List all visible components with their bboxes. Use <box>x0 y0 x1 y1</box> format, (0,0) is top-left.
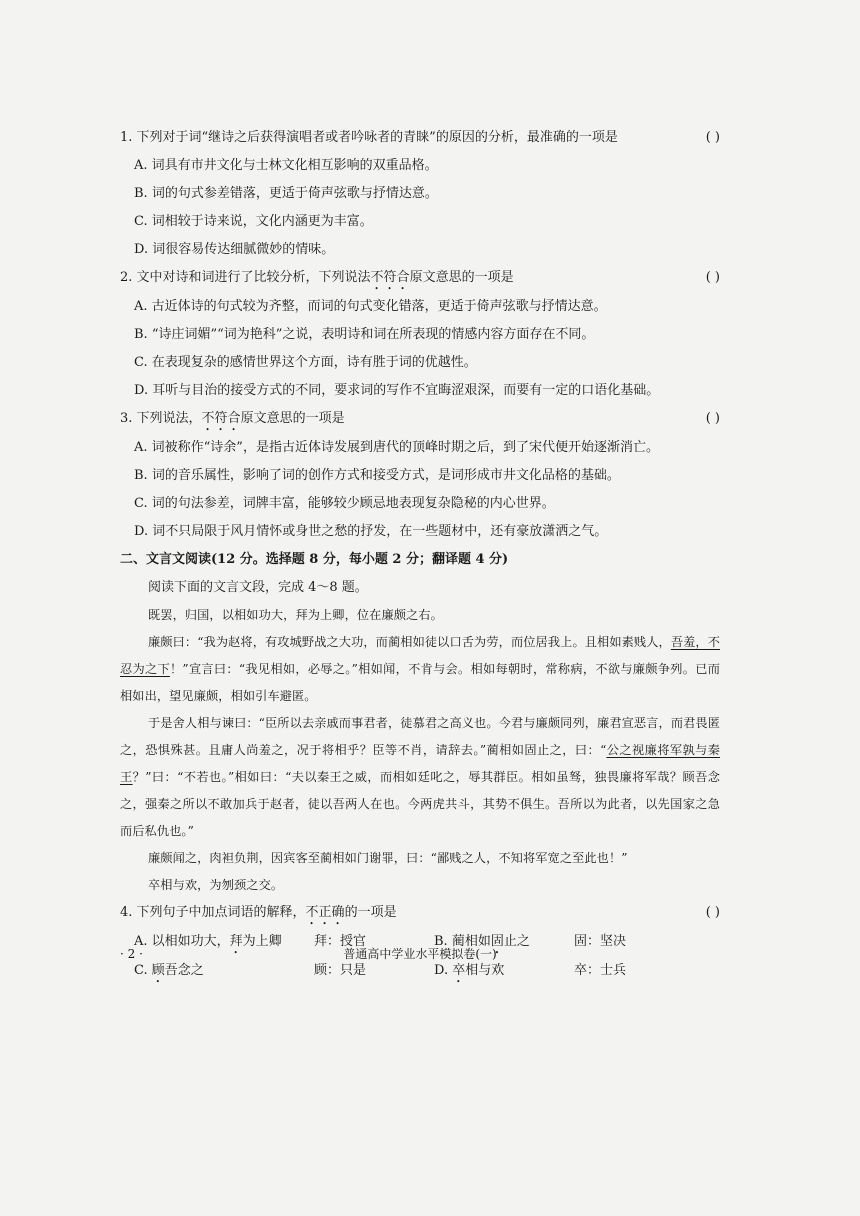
question-1 <box>120 124 720 264</box>
passage-text: 于是舍人相与谏曰：“臣所以去亲戚而事君者，徒慕君之高义也。今君与廉颇同列，廉君宣恶言，而君畏匿之，恐惧殊甚。且庸人尚羞之，况于将相乎？臣等不肖，请辞去。”蔺相如固止之，曰：“ <box>120 716 720 757</box>
option-a-gloss: 拜：授官 <box>314 934 367 949</box>
emphasis-dots: 拜 <box>229 934 243 949</box>
emphasis-dots: 不符合 <box>201 411 241 426</box>
question-3 <box>120 405 720 546</box>
option-c: C. 在表现复杂的感情世界这个方面，诗有胜于词的优越性。 <box>134 355 477 370</box>
section-prompt: 阅读下面的文言文段，完成 4～8 题。 <box>148 580 368 595</box>
question-4-stem-end: 的一项是 <box>344 905 397 920</box>
option-text: C. <box>134 963 152 978</box>
option-b: B. 词的句式参差错落，更适于倚声弦歌与抒情达意。 <box>134 186 438 201</box>
passage-paragraph: 廉颇闻之，肉袒负荆，因宾客至蔺相如门谢罪，曰：“鄙贱之人，不知将军宽之至此也！” <box>148 851 628 865</box>
option-b: B. “诗庄词媚”“词为艳科”之说，表明诗和词在所表现的情感内容方面存在不同。 <box>134 327 595 342</box>
emphasis-dots: 固 <box>490 934 504 949</box>
option-text: 止之 <box>503 934 530 949</box>
option-text: B. 蔺相如 <box>434 934 491 949</box>
answer-bracket: ( ) <box>705 270 720 285</box>
question-2 <box>120 264 720 405</box>
option-d: D. 耳听与目治的接受方式的不同，要求词的写作不宜晦涩艰深，而要有一定的口语化基础。 <box>134 383 660 398</box>
answer-bracket: ( ) <box>705 130 720 145</box>
answer-bracket: ( ) <box>705 905 720 920</box>
page-content <box>120 124 720 986</box>
option-d: D. 词不只局限于风月情怀或身世之愁的抒发，在一些题材中，还有豪放潇洒之气。 <box>134 524 608 539</box>
passage-paragraph: 卒相与欢，为刎颈之交。 <box>148 878 284 892</box>
footer-title: 普通高中学业水平模拟卷(一) <box>343 947 497 961</box>
underlined-sentence: 吾羞，不忍为之下 <box>120 635 721 676</box>
passage-paragraph <box>120 710 720 845</box>
option-text: 相与欢 <box>465 963 505 978</box>
option-text: A. 以相如功大， <box>134 934 230 949</box>
option-c-gloss: 顾：只是 <box>314 963 367 978</box>
question-2-stem-end: 原文意思的一项是 <box>409 270 514 285</box>
emphasis-dots: 不正确 <box>305 905 345 920</box>
option-text: 为上卿 <box>242 934 282 949</box>
option-text: 吾念之 <box>164 963 204 978</box>
option-d: D. 词很容易传达细腻微妙的情味。 <box>134 242 335 257</box>
page-number: · 2 · <box>120 947 143 961</box>
option-c: C. 词相较于诗来说，文化内涵更为丰富。 <box>134 214 373 229</box>
question-2-stem: 2. 文中对诗和词进行了比较分析，下列说法 <box>120 270 371 285</box>
option-a: A. 词具有市井文化与士林文化相互影响的双重品格。 <box>134 158 438 173</box>
option-b: B. 词的音乐属性，影响了词的创作方式和接受方式，是词形成市井文化品格的基础。 <box>134 468 620 483</box>
passage-paragraph: 既罢，归国，以相如功大，拜为上卿，位在廉颇之右。 <box>148 608 443 622</box>
option-b-gloss: 固：坚决 <box>574 934 627 949</box>
question-4-stem: 4. 下列句子中加点词语的解释， <box>120 905 306 920</box>
section-title: 二、文言文阅读(12 分。选择题 8 分，每小题 2 分；翻译题 4 分) <box>120 552 509 567</box>
option-a: A. 古近体诗的句式较为齐整，而词的句式变化错落，更适于倚声弦歌与抒情达意。 <box>134 299 607 314</box>
answer-bracket: ( ) <box>705 411 720 426</box>
passage-text: ！”宣言曰：“我见相如，必辱之。”相如闻，不肯与会。相如每朝时，常称病，不欲与廉颇争列。已而相如出，望见廉颇，相如引车避匿。 <box>120 662 720 703</box>
option-a: A. 词被称作“诗余”，是指古近体诗发展到唐代的顶峰时期之后，到了宋代便开始逐渐消亡。 <box>134 440 659 455</box>
emphasis-dots: 顾 <box>151 963 165 978</box>
classical-passage <box>120 602 720 899</box>
question-3-stem-end: 原文意思的一项是 <box>240 411 345 426</box>
passage-text: 廉颇曰：“我为赵将，有攻城野战之大功，而蔺相如徒以口舌为劳，而位居我上。且相如素贱人， <box>148 635 671 649</box>
emphasis-dots: 卒 <box>452 963 466 978</box>
emphasis-dots: 不符合 <box>370 270 410 285</box>
option-d-gloss: 卒：士兵 <box>574 963 627 978</box>
passage-paragraph <box>120 629 720 710</box>
question-1-stem: 1. 下列对于词“继诗之后获得演唱者或者吟咏者的青睐”的原因的分析，最准确的一项是 <box>120 130 618 145</box>
option-text: D. <box>434 963 453 978</box>
underlined-sentence: 公之视廉将军孰与秦王 <box>120 743 720 784</box>
passage-text: ？”曰：“不若也。”相如曰：“夫以秦王之威，而相如廷叱之，辱其群臣。相如虽驽，独畏廉将军哉？顾吾念之，强秦之所以不敢加兵于赵者，徒以吾两人在也。今两虎共斗，其势不俱生。吾所以为此者，以先国家之急而后私仇也。” <box>120 770 720 838</box>
option-c: C. 词的句法参差，词牌丰富，能够较少顾忌地表现复杂隐秘的内心世界。 <box>134 496 555 511</box>
question-3-stem: 3. 下列说法， <box>120 411 202 426</box>
